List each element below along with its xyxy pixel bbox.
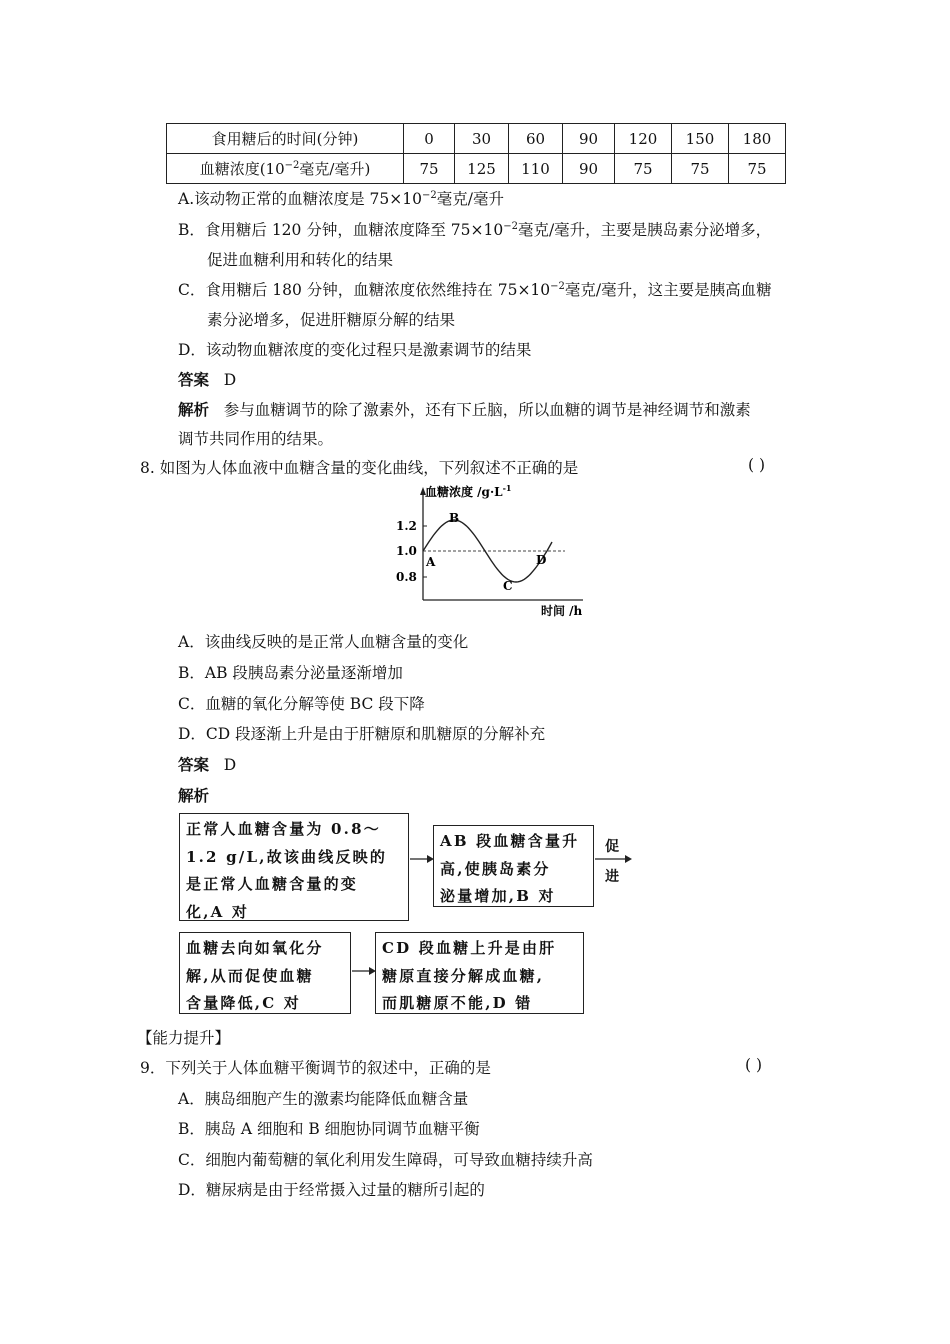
q7-option-b-line1: B．食用糖后 120 分钟，血糖浓度降至 $75\times 10^{-2}$毫克/毫升，主要是胰岛素分泌增多， [178, 221, 772, 239]
q8-option-c: C．血糖的氧化分解等使 BC 段下降 [178, 695, 425, 713]
y-axis-label: 血糖浓度 $/g\cdot L^{-1}$ [425, 483, 512, 499]
superscript: −2 [284, 160, 300, 171]
q8-analysis-label: 解析 [178, 786, 210, 805]
q9-option-d: D．糖尿病是由于经常摄入过量的糖所引起的 [178, 1181, 485, 1199]
analysis-box-d: CD 段血糖上升是由肝 糖原直接分解成血糖, 而肌糖原不能,D 错 [375, 932, 584, 1014]
q8-answer-bracket: ( ) [748, 456, 766, 474]
point-label-b: B [449, 511, 460, 525]
label-text: 毫克/毫升) [299, 160, 371, 178]
table-cell: 75 [615, 154, 672, 184]
section-heading: 【能力提升】 [137, 1029, 231, 1047]
table-cell: 75 [404, 154, 455, 184]
table-cell: 120 [615, 124, 672, 154]
ytick-label: 0.8 [396, 570, 417, 584]
q7-answer: 答案 D [178, 370, 237, 389]
q9-option-a: A．胰岛细胞产生的激素均能降低血糖含量 [178, 1090, 469, 1108]
q7-option-b-line2: 促进血糖利用和转化的结果 [207, 251, 394, 269]
q7-option-c-line2: 素分泌增多，促进肝糖原分解的结果 [207, 311, 456, 329]
table-cell: 30 [455, 124, 509, 154]
label-text: 血糖浓度(10 [199, 160, 285, 178]
arrow-icon [409, 852, 435, 866]
q8-option-b: B．AB 段胰岛素分泌量逐渐增加 [178, 664, 403, 682]
ytick-label: 1.0 [396, 544, 417, 558]
q8-stem: 8. 如图为人体血液中血糖含量的变化曲线，下列叙述不正确的是 [140, 459, 579, 477]
q9-answer-bracket: ( ) [745, 1056, 763, 1074]
q9-option-c: C．细胞内葡萄糖的氧化利用发生障碍，可导致血糖持续升高 [178, 1151, 593, 1169]
table-cell: 60 [509, 124, 563, 154]
table-header-time: 食用糖后的时间(分钟) [167, 124, 404, 154]
q7-option-a: A.该动物正常的血糖浓度是 $75\times 10^{-2}$毫克/毫升 [178, 190, 504, 208]
table-row [167, 154, 786, 184]
x-axis-label: 时间 /h [541, 604, 583, 618]
point-label-d: D [536, 553, 547, 567]
arrow-label-promote-bottom: 进 [605, 869, 619, 885]
table-cell: 0 [404, 124, 455, 154]
analysis-box-b: AB 段血糖含量升 高,使胰岛素分 泌量增加,B 对 [433, 825, 594, 907]
table-row [167, 124, 786, 154]
q8-answer: 答案 D [178, 755, 237, 774]
q9-stem: 9．下列关于人体血糖平衡调节的叙述中，正确的是 [140, 1059, 491, 1077]
table-cell: 75 [729, 154, 786, 184]
analysis-box-a: 正常人血糖含量为 0.8～ 1.2 g/L,故该曲线反映的 是正常人血糖含量的变 化,A 对 [179, 813, 409, 921]
q8-option-d: D．CD 段逐渐上升是由于肝糖原和肌糖原的分解补充 [178, 725, 546, 743]
table-cell: 90 [563, 154, 615, 184]
table-cell: 125 [455, 154, 509, 184]
table-header-concentration [167, 154, 404, 184]
point-label-a: A [426, 555, 436, 569]
q7-option-c-line1: C．食用糖后 180 分钟，血糖浓度依然维持在 $75\times 10^{-2}$毫克/毫升，这主要是胰高血糖 [178, 281, 772, 299]
analysis-box-c: 血糖去向如氧化分 解,从而促使血糖 含量降低,C 对 [179, 932, 351, 1014]
table-cell: 75 [672, 154, 729, 184]
point-label-c: C [503, 579, 513, 593]
arrow-icon [351, 964, 377, 978]
ytick-label: 1.2 [396, 519, 417, 533]
table-cell: 110 [509, 154, 563, 184]
table-cell: 90 [563, 124, 615, 154]
q9-option-b: B．胰岛 A 细胞和 B 细胞协同调节血糖平衡 [178, 1120, 480, 1138]
glucose-table [166, 123, 786, 184]
q7-analysis-line1: 解析 参与血糖调节的除了激素外，还有下丘脑，所以血糖的调节是神经调节和激素 [178, 400, 751, 419]
q8-option-a: A．该曲线反映的是正常人血糖含量的变化 [178, 633, 469, 651]
blood-sugar-curve-chart [395, 482, 595, 622]
table-cell: 180 [729, 124, 786, 154]
q7-option-d: D．该动物血糖浓度的变化过程只是激素调节的结果 [178, 341, 532, 359]
arrow-label-promote-top: 促 [605, 839, 619, 855]
q7-analysis-line2: 调节共同作用的结果。 [178, 430, 334, 448]
glucose-curve [423, 520, 552, 582]
table-cell: 150 [672, 124, 729, 154]
